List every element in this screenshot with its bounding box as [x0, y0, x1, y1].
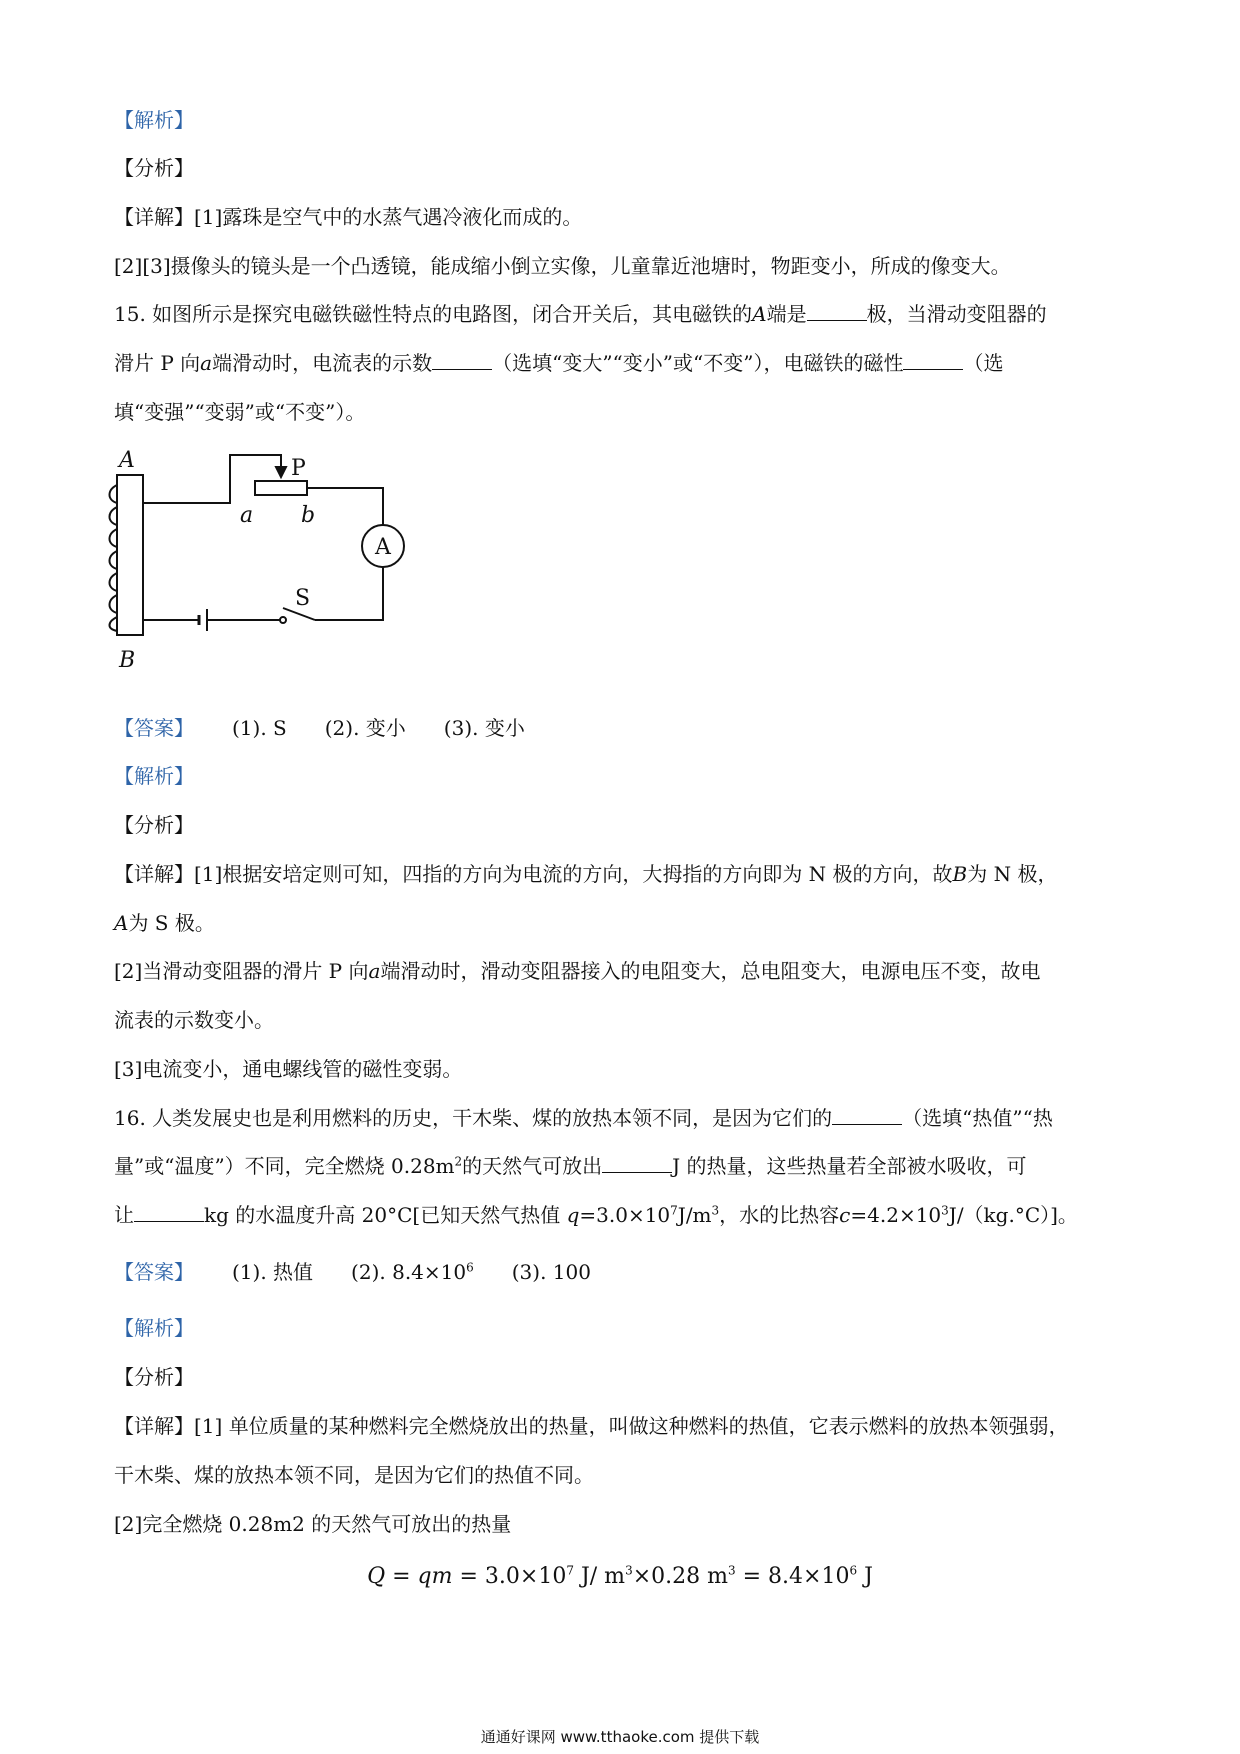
q15-stem-text: （选填“变大”“变小”或“不变”），电磁铁的磁性: [492, 351, 904, 375]
q16-stem-text: J/m: [677, 1203, 712, 1227]
q15-stem-text: 端滑动时，电流表的示数: [212, 351, 433, 375]
q15-stem-text: 15. 如图所示是探究电磁铁磁性特点的电路图，闭合开关后，其电磁铁的: [114, 302, 753, 326]
wire-top-right: [307, 488, 383, 525]
q16-stem-text: 量”或“温度”）不同，完全燃烧 0.28m: [114, 1154, 455, 1178]
solenoid-core: [117, 475, 143, 635]
q16-stem-text: =3.0×10: [579, 1203, 671, 1227]
q15-answer-3: (3). 变小: [443, 716, 525, 740]
switch-label: S: [295, 586, 311, 611]
q15-var-A: A: [752, 302, 767, 326]
formula-part: J/ m: [573, 1564, 626, 1589]
q16-answer-2-text: (2). 8.4×10: [351, 1260, 467, 1284]
q16-answer-3: (3). 100: [511, 1260, 591, 1284]
circuit-diagram: [105, 445, 465, 685]
superscript: 3: [711, 1203, 720, 1218]
q15-var-A: A: [114, 911, 129, 935]
q16-stem-text: J 的热量，这些热量若全部被水吸收，可: [672, 1154, 1027, 1178]
rheostat: [255, 481, 307, 495]
q16-stem-line-3: [114, 1201, 1078, 1229]
ammeter-label: A: [375, 535, 391, 560]
q15-fenxi-tag: 【分析】: [114, 813, 194, 837]
q16-detail-2: [2]完全燃烧 0.28m2 的天然气可放出的热量: [114, 1512, 512, 1536]
q15-detail-text: 为 S 极。: [128, 911, 215, 935]
q15-stem-line-3: 填“变强”“变弱”或“不变”）。: [114, 400, 366, 424]
superscript: 6: [466, 1260, 474, 1275]
q16-detail-1: [114, 1412, 1069, 1440]
q16-xiangjie-tag: 【详解】: [114, 1414, 194, 1438]
superscript: 3: [727, 1563, 736, 1578]
q15-detail-3: [3]电流变小，通电螺线管的磁性变弱。: [114, 1057, 463, 1081]
q15-answer-1: (1). S: [232, 716, 287, 740]
q15-var-B: B: [952, 862, 968, 886]
q15-stem-line-1: [114, 300, 1047, 328]
q16-detail-1-line-2: 干木柴、煤的放热本领不同，是因为它们的热值不同。: [114, 1463, 594, 1487]
q15-answer: [114, 714, 525, 742]
q16-fenxi-tag: 【分析】: [114, 1365, 194, 1389]
superscript: 7: [566, 1563, 574, 1578]
switch-contact: [280, 617, 286, 623]
q15-detail-2: [114, 957, 1040, 985]
heat-formula: [0, 1562, 1240, 1592]
solenoid-coil: [110, 485, 118, 631]
q16-jiexi-tag: 【解析】: [114, 1316, 194, 1340]
q15-jiexi-tag: 【解析】: [114, 764, 194, 788]
q15-stem-text: （选: [963, 351, 1004, 375]
q16-var-c: c: [839, 1203, 851, 1227]
page-footer: 通通好课网 www.tthaoke.com 提供下载: [480, 1728, 760, 1746]
q16-stem-text: J/（kg.°C）]。: [948, 1203, 1078, 1227]
q16-stem-text: （选填“热值”“热: [902, 1106, 1053, 1130]
q16-stem-line-2: [114, 1152, 1027, 1180]
slider-arrow-icon: [276, 467, 286, 477]
answer-blank: [807, 302, 867, 321]
q16-answer-1: (1). 热值: [232, 1260, 314, 1284]
formula-part: J: [857, 1564, 873, 1589]
q16-detail-text: [1] 单位质量的某种燃料完全燃烧放出的热量，叫做这种燃料的热值，它表示燃料的放热本领强弱，: [194, 1414, 1069, 1438]
q15-detail-text: [2]当滑动变阻器的滑片 P 向: [114, 959, 369, 983]
answer-blank: [602, 1154, 672, 1173]
answer-blank: [134, 1203, 204, 1222]
q15-detail-2-line-2: 流表的示数变小。: [114, 1008, 274, 1032]
q15-stem-text: 滑片 P 向: [114, 351, 201, 375]
q16-stem-text: 16. 人类发展史也是利用燃料的历史，干木柴、煤的放热本领不同，是因为它们的: [114, 1106, 833, 1130]
formula-part: = 8.4×10: [735, 1564, 850, 1589]
q15-stem-line-2: [114, 349, 1003, 377]
q16-answer: [114, 1258, 591, 1286]
q15-stem-text: 端是: [766, 302, 807, 326]
q14-xiangjie-tag: 【详解】: [114, 205, 194, 229]
formula-part: = 3.0×10: [452, 1564, 567, 1589]
answer-blank: [432, 351, 492, 370]
superscript: 2: [454, 1154, 463, 1169]
superscript: 3: [625, 1563, 633, 1578]
q15-xiangjie-tag: 【详解】: [114, 862, 194, 886]
q16-stem-text: ，水的比热容: [719, 1203, 840, 1227]
formula-part: ×0.28 m: [632, 1564, 728, 1589]
q15-var-a: a: [200, 351, 213, 375]
q14-fenxi-tag: 【分析】: [114, 156, 194, 180]
q15-detail-text: [1]根据安培定则可知，四指的方向为电流的方向，大拇指的方向即为 N 极的方向，故: [194, 862, 953, 886]
answer-blank: [832, 1106, 902, 1125]
formula-part: =: [385, 1564, 418, 1589]
q16-stem-text: 让: [114, 1203, 134, 1227]
q15-answer-tag: 【答案】: [114, 716, 194, 740]
q16-answer-2: [351, 1258, 474, 1286]
q16-answer-tag: 【答案】: [114, 1260, 194, 1284]
q15-detail-text: 为 N 极，: [967, 862, 1058, 886]
formula-part: qm: [417, 1564, 453, 1589]
q16-stem-text: 的天然气可放出: [462, 1154, 603, 1178]
answer-blank: [903, 351, 963, 370]
label-b: b: [301, 503, 316, 528]
label-a: a: [240, 503, 254, 528]
label-A: A: [119, 448, 135, 473]
q16-stem-text: kg 的水温度升高 20°C[已知天然气热值: [204, 1203, 561, 1227]
q15-detail-text: 端滑动时，滑动变阻器接入的电阻变大，总电阻变大，电源电压不变，故电: [380, 959, 1041, 983]
superscript: 7: [670, 1203, 678, 1218]
q15-answer-2: (2). 变小: [324, 716, 406, 740]
q14-jiexi-tag: 【解析】: [114, 108, 194, 132]
label-B: B: [119, 648, 136, 673]
wire-right: [315, 567, 383, 620]
q16-stem-line-1: [114, 1104, 1053, 1132]
q15-detail-1-line-2: [114, 909, 215, 937]
q15-var-a: a: [368, 959, 381, 983]
q16-var-q: q: [566, 1203, 580, 1227]
q16-stem-text: =4.2×10: [850, 1203, 942, 1227]
superscript: 6: [849, 1563, 858, 1578]
formula-part: Q: [367, 1564, 386, 1589]
q15-stem-text: 极，当滑动变阻器的: [866, 302, 1047, 326]
superscript: 3: [941, 1203, 949, 1218]
label-P: P: [291, 456, 306, 481]
q14-detail-2: [2][3]摄像头的镜头是一个凸透镜，能成缩小倒立实像，儿童靠近池塘时，物距变小，所成的像变大。: [114, 254, 1011, 278]
q15-detail-1: [114, 860, 1057, 888]
q14-detail-1-text: [1]露珠是空气中的水蒸气遇冷液化而成的。: [194, 205, 583, 229]
q14-detail-1: [114, 203, 582, 231]
